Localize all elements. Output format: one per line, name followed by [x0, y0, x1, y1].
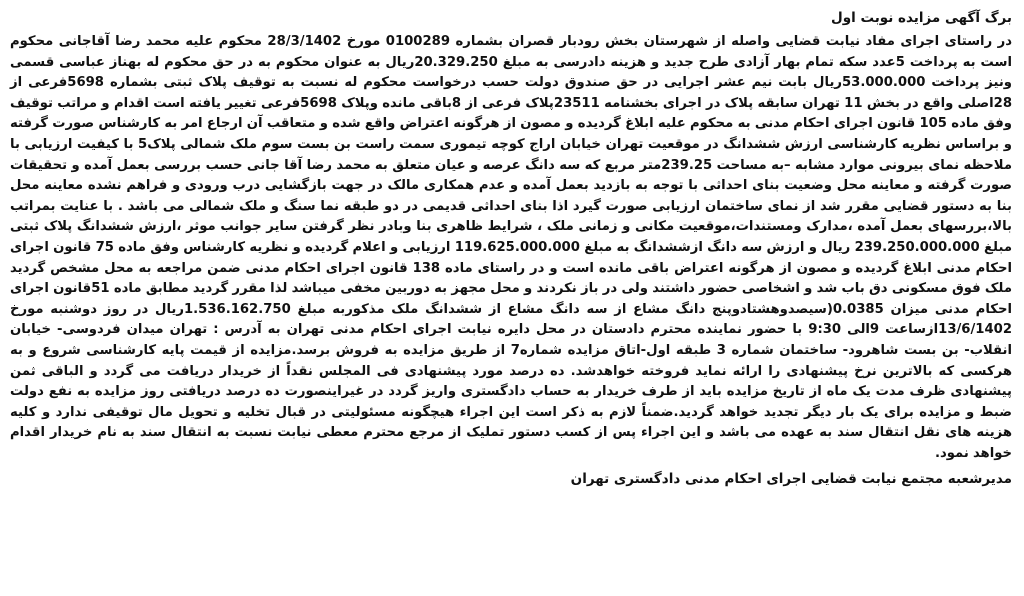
notice-title: برگ آگهی مزایده نوبت اول	[831, 10, 1012, 26]
notice-signature: مدیرشعبه مجتمع نیابت قضایی اجرای احکام مدنی دادگستری تهران	[570, 471, 1012, 488]
notice-body: در راستای اجرای مفاد نیابت قضایی واصله از شهرستان بخش رودبار قصران بشماره 0100289 مورخ 28/3/1402 محکوم علیه محمد رضا آقاجانی محکوم است به پرداخت 5عدد سکه تمام بهار آزادی طرح جدید و هزینه دادرسی به مبلغ 20.329.250ریال به عنوان محکوم به در حق محکوم له بهناز عباسی قسمی ونیز پرداخت 53.000.000ریال بابت نیم عشر اجرایی در حق صندوق دولت حسب درخواست محکوم له نسبت به توقیف پلاک ثبتی بشماره 5698فرعی از 28اصلی واقع در بخش 11 تهران سابقه پلاک در اجرای بخشنامه 23511پلاک فرعی از 8باقی مانده وپلاک 5698فرعی تغییر یافته است اقدام و مراتب توقیف وفق ماده 105 قانون اجرای احکام مدنی به محکوم علیه ابلاغ گردیده و مصون از هرگونه اعتراض واقع شده و متعاقب آن ارجاع امر به کارشناس صورت گرفته و براساس نظریه کارشناسی ارزش ششدانگ در موقعیت تهران خیابان اراج کوچه تیموری سمت راست بن بست سوم ملک شمالی پلاک5 با کیفیت ارزیابی با ملاحظه نمای بیرونی موارد مشابه –به مساحت 239.25متر مربع که سه دانگ عرصه و عیان متعلق به محمد رضا آقا جانی حسب بررسی بعمل آمده و تحقیقات صورت گرفته و معاینه محل وضعیت بنای احداثی با توجه به بازدید بعمل آمده و عدم همکاری مالک در جهت بازگشایی درب ورودی و فراهم نشده معاینه محل بنا به دستور قضایی مقرر شد از نمای ساختمان ارزیابی صورت گیرد اذا بنای احداثی قدیمی در دو طبقه نما سنگ و ملک شمالی می باشد . با عنایت بمراتب بالا،بررسهای بعمل آمده ،مدارک ومستندات،موقعیت مکانی و زمانی ملک ، شرایط ظاهری بنا وبادر نظر گرفتن سایر جوانب موثر ،ارزش ششدانگ پلاک ثبتی مبلغ 239.250.000.000 ریال و ارزش سه دانگ ازششدانگ به مبلغ 119.625.000.000 ارزیابی و اعلام گردیده و نظریه کارشناس وفق ماده 75 قانون اجرای احکام مدنی ابلاغ گردیده و مصون از هرگونه اعتراض باقی مانده است و در راستای ماده 138 قانون اجرای احکام مدنی ضمن مراجعه به محل مشخص گردید ملک فوق مسکونی دق باب شد و اشخاصی حضور داشتند ولی در باز نکردند و محل مجهز به دوربین مخفی میباشد لذا مقرر گردید مطابق ماده 51قانون اجرای احکام مدنی میزان 0.0385(سیصدوهشتادوپنج دانگ مشاع از سه دانگ مشاع از ششدانگ ملک مذکوربه مبلغ 1.536.162.750ریال در روز دوشنبه مورخ 13/6/1402ازساعت 9الی 9:30 با حضور نماینده محترم دادستان در محل دایره نیابت اجرای احکام مدنی تهران به آدرس : تهران میدان فردوسی- خیابان انقلاب- بن بست شاهرود- ساختمان شماره 3 طبقه اول-اتاق مزایده شماره7 از طریق مزایده به فروش برسد.مزایده از قیمت پایه کارشناسی شروع و به هرکسی که بالاترین نرخ پیشنهادی را ارائه نماید فروخته خواهدشد. ده درصد مورد پیشنهادی فی المجلس نقداً از خریدار دریافت می گردد و الباقی ثمن پیشنهادی ظرف مدت یک ماه از تاریخ مزایده باید از طرف خریدار به حساب دادگستری واریز گردد در غیراینصورت ده درصد دریافتی روز مزایده به نفع دولت ضبط و مزایده برای یک بار دیگر تجدید خواهد گردید.ضمناً لازم به ذکر است این اجراء هیچگونه مسئولیتی در قبال تخلیه و تحویل مال توقیفی ندارد و کلیه هزینه های نقل انتقال سند به عهده می باشد و این اجراء پس از کسب دستور تملیک از مرجع محترم معطی نیابت نسبت به انتقال سند به نام خریدار اقدام خواهد نمود.	[10, 34, 1013, 461]
